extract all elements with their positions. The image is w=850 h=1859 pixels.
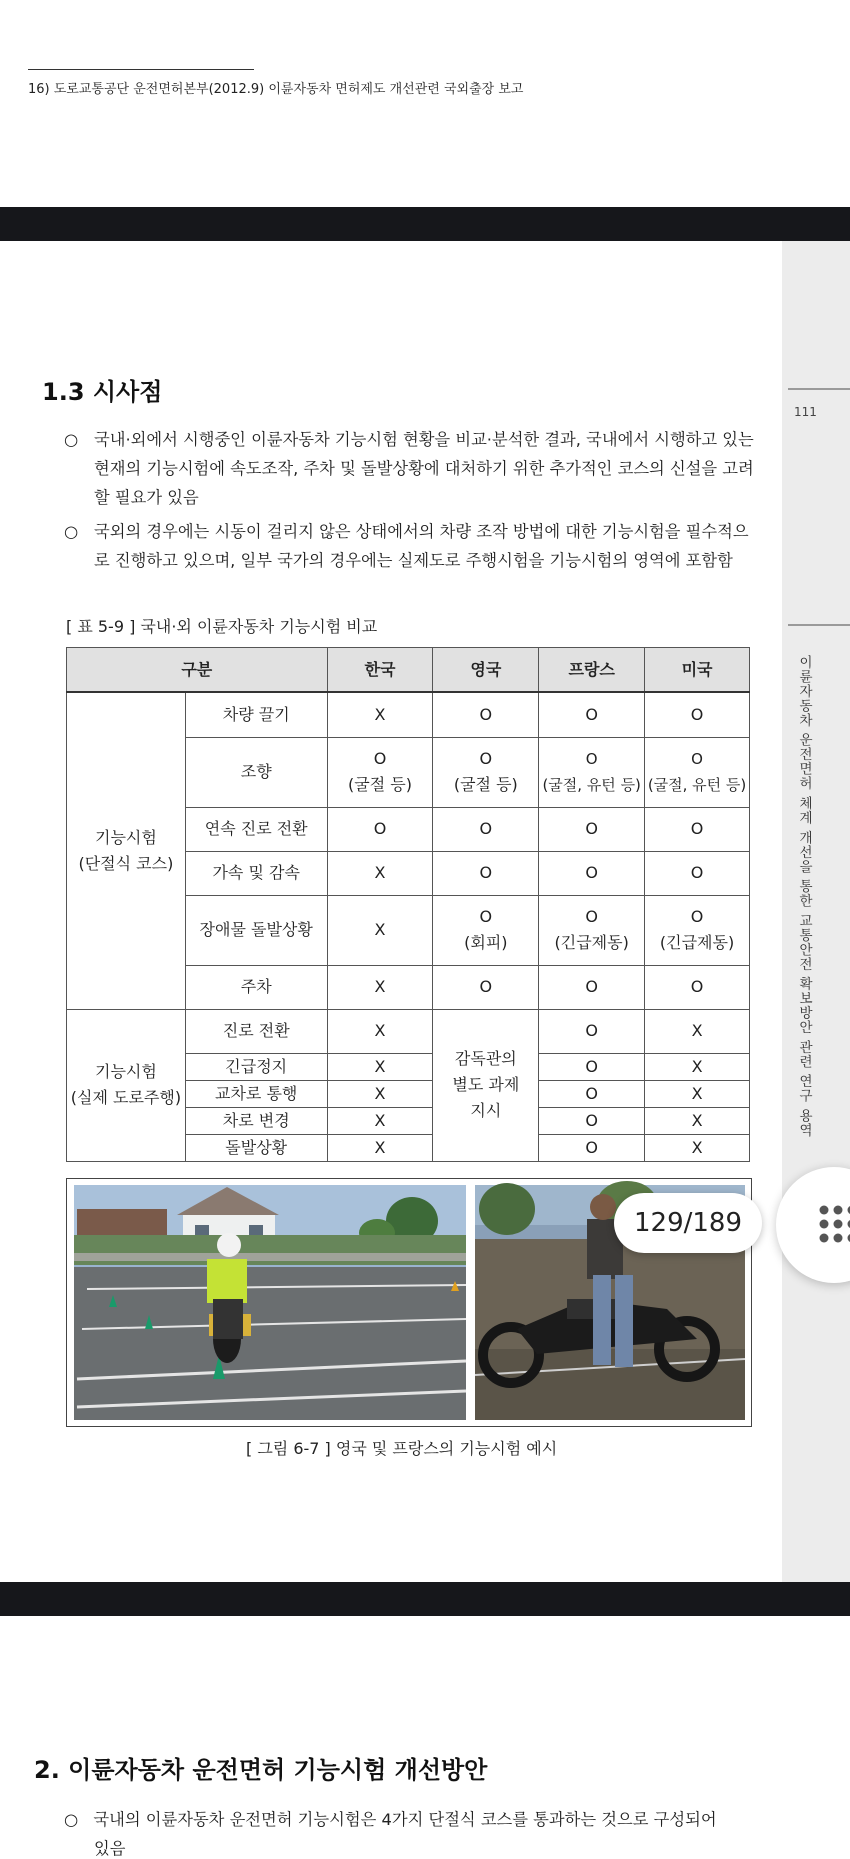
cell-uk: O: [433, 807, 539, 851]
row-item: 주차: [185, 965, 327, 1009]
cell-france: O: [539, 1134, 645, 1161]
cell-france: O: [539, 1080, 645, 1107]
bullet-paragraph-3: [64, 1806, 717, 1830]
bullet-mark: ○: [64, 1810, 78, 1829]
table-caption: [ 표 5-9 ] 국내·외 이륜자동차 기능시험 비교: [66, 614, 377, 637]
cell-korea: X: [327, 1009, 433, 1053]
cell-france: O: [539, 851, 645, 895]
group-label-road: 기능시험 (실제 도로주행): [67, 1009, 186, 1161]
grid-dots-icon: [818, 1205, 850, 1245]
bullet-text: 국내의 이륜자동차 운전면허 기능시험은 4가지 단절식 코스를 통과하는 것으로 구성되어: [93, 1810, 716, 1829]
cell-france: O: [539, 1107, 645, 1134]
header-korea: 한국: [327, 648, 433, 693]
header-uk: 영국: [433, 648, 539, 693]
side-rule-bottom: [788, 624, 850, 626]
row-item: 장애물 돌발상황: [185, 895, 327, 965]
section-heading-2: 2. 이륜자동차 운전면허 기능시험 개선방안: [34, 1750, 487, 1785]
cell-usa: O (굴절, 유턴 등): [645, 737, 750, 807]
row-item: 진로 전환: [185, 1009, 327, 1053]
row-item: 돌발상황: [185, 1134, 327, 1161]
cell-usa: O (긴급제동): [645, 895, 750, 965]
cell-uk: O (굴절 등): [433, 737, 539, 807]
header-usa: 미국: [645, 648, 750, 693]
cell-usa: X: [645, 1134, 750, 1161]
page-indicator[interactable]: 129/189: [614, 1193, 762, 1253]
cell-france: O: [539, 692, 645, 737]
row-item: 긴급정지: [185, 1053, 327, 1080]
bullet-text-continued: 있음: [94, 1835, 125, 1859]
cell-korea: X: [327, 1053, 433, 1080]
header-category: 구분: [67, 648, 328, 693]
figure-caption: [ 그림 6-7 ] 영국 및 프랑스의 기능시험 예시: [246, 1436, 557, 1459]
cell-usa: O: [645, 965, 750, 1009]
cell-korea: X: [327, 895, 433, 965]
cell-korea: O: [327, 807, 433, 851]
page-separator-bottom: [0, 1582, 850, 1616]
cell-korea: X: [327, 692, 433, 737]
cell-france: O: [539, 1009, 645, 1053]
comparison-table: [66, 647, 750, 1162]
table-header-row: [67, 648, 750, 693]
header-france: 프랑스: [539, 648, 645, 693]
row-item: 차량 끌기: [185, 692, 327, 737]
cell-usa: O: [645, 807, 750, 851]
bullet-paragraph-1: [64, 425, 754, 515]
cell-usa: X: [645, 1107, 750, 1134]
cell-korea: X: [327, 965, 433, 1009]
bullet-text: 국외의 경우에는 시동이 걸리지 않은 상태에서의 차량 조작 방법에 대한 기능시험을 필수적으로 진행하고 있으며, 일부 국가의 경우에는 실제도로 주행시험을 기능시험의 영역에 포함함: [94, 517, 754, 575]
section-heading: 1.3 시사점: [42, 372, 162, 407]
cell-france: O (굴절, 유턴 등): [539, 737, 645, 807]
cell-korea: X: [327, 1134, 433, 1161]
row-item: 연속 진로 전환: [185, 807, 327, 851]
cell-usa: X: [645, 1009, 750, 1053]
cell-france: O (긴급제동): [539, 895, 645, 965]
running-title-vertical: 이륜자동차 운전면허 체계 개선을 통한 교통안전 확보방안 관련 연구 용역: [794, 655, 814, 1138]
group-label-course: 기능시험 (단절식 코스): [67, 692, 186, 1009]
side-rule-top: [788, 388, 850, 390]
uk-motorcycle-test-photo: [74, 1185, 466, 1420]
footnote: 16) 도로교통공단 운전면허본부(2012.9) 이륜자동차 면허제도 개선관련 국외출장 보고: [28, 78, 523, 97]
row-item: 가속 및 감속: [185, 851, 327, 895]
cell-usa: X: [645, 1080, 750, 1107]
side-margin-strip: [782, 241, 850, 1582]
table-row: [67, 692, 750, 737]
cell-uk: O (회피): [433, 895, 539, 965]
bullet-mark: ○: [64, 425, 78, 454]
bullet-mark: ○: [64, 517, 78, 546]
page-separator-top: [0, 207, 850, 241]
cell-france: O: [539, 1053, 645, 1080]
cell-usa: X: [645, 1053, 750, 1080]
cell-uk-road-note: 감독관의 별도 과제 지시: [433, 1009, 539, 1161]
cell-uk: O: [433, 965, 539, 1009]
cell-usa: O: [645, 851, 750, 895]
cell-korea: X: [327, 851, 433, 895]
cell-uk: O: [433, 851, 539, 895]
row-item: 조향: [185, 737, 327, 807]
cell-korea: X: [327, 1080, 433, 1107]
bullet-text: 국내·외에서 시행중인 이륜자동차 기능시험 현황을 비교·분석한 결과, 국내에서 시행하고 있는 현재의 기능시험에 속도조작, 주차 및 돌발상황에 대처하기 위한 추가적인 코스의 신설을 고려할 필요가 있음: [94, 425, 754, 512]
cell-uk: O: [433, 692, 539, 737]
row-item: 차로 변경: [185, 1107, 327, 1134]
cell-korea: O (굴절 등): [327, 737, 433, 807]
cell-korea: X: [327, 1107, 433, 1134]
cell-france: O: [539, 965, 645, 1009]
row-item: 교차로 통행: [185, 1080, 327, 1107]
bullet-paragraph-2: [64, 517, 754, 607]
cell-france: O: [539, 807, 645, 851]
table-row: [67, 1009, 750, 1053]
page-number: 111: [794, 405, 817, 419]
footnote-rule: [28, 69, 254, 70]
cell-usa: O: [645, 692, 750, 737]
